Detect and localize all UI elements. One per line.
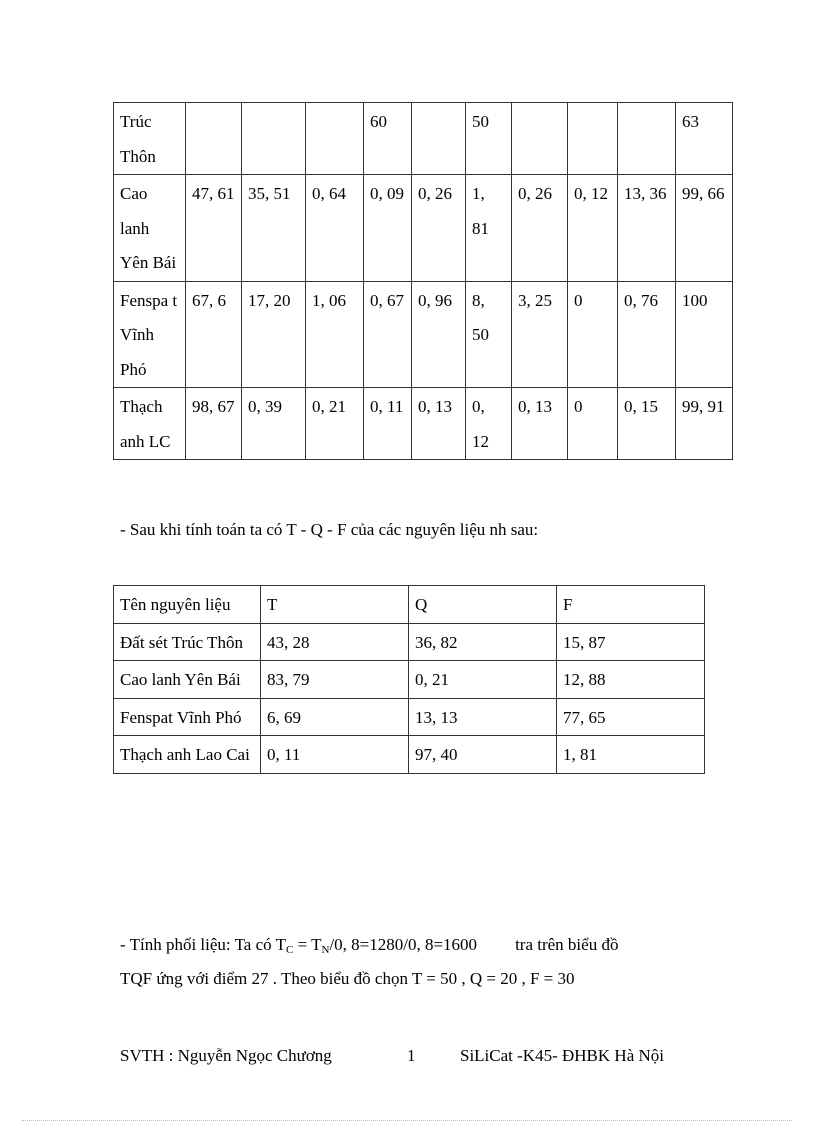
table-cell (618, 103, 676, 175)
material-name-cell: Fenspat Vĩnh Phó (114, 698, 261, 736)
table-row (114, 281, 733, 388)
table-cell: 0, 21 (409, 661, 557, 699)
column-header: Q (409, 586, 557, 624)
table-cell: 0, 67 (364, 281, 412, 388)
calc-rest: /0, 8=1280/0, 8=1600 (329, 935, 478, 954)
table-cell: 77, 65 (557, 698, 705, 736)
table-cell: 0, 26 (512, 175, 568, 282)
calc-line-2: TQF ứng với điểm 27 . Theo biểu đồ chọn T = 50 , Q = 20 , F = 30 (120, 969, 575, 988)
table-cell: 13, 36 (618, 175, 676, 282)
table-row (114, 103, 733, 175)
table-cell: 99, 66 (676, 175, 733, 282)
table-cell: 0, 96 (412, 281, 466, 388)
table-cell: 0, 09 (364, 175, 412, 282)
material-name-cell: Trúc Thôn (114, 103, 186, 175)
calc-sub-n: N (321, 944, 330, 956)
table-cell: 35, 51 (242, 175, 306, 282)
tqf-table (113, 585, 705, 774)
table-cell: 43, 28 (261, 623, 409, 661)
table-cell: 60 (364, 103, 412, 175)
table-cell: 0, 13 (412, 388, 466, 460)
table-cell: 13, 13 (409, 698, 557, 736)
calc-eq: = T (293, 935, 322, 954)
table-cell: 36, 82 (409, 623, 557, 661)
table-cell: 1, 06 (306, 281, 364, 388)
table-cell: 99, 91 (676, 388, 733, 460)
table-cell: 98, 67 (186, 388, 242, 460)
calc-sub-c: C (285, 944, 294, 956)
table-row (114, 736, 705, 774)
composition-table (113, 102, 733, 460)
table-cell (412, 103, 466, 175)
table-cell (186, 103, 242, 175)
table-cell: 0, 64 (306, 175, 364, 282)
table-cell: 63 (676, 103, 733, 175)
table-cell: 0 (568, 281, 618, 388)
table-cell: 0, 76 (618, 281, 676, 388)
column-header: F (557, 586, 705, 624)
table-cell: 0, 39 (242, 388, 306, 460)
table-cell: 0, 26 (412, 175, 466, 282)
footer-page-number: 1 (407, 1046, 416, 1065)
table-cell (512, 103, 568, 175)
table-cell (242, 103, 306, 175)
table-cell: 12, 88 (557, 661, 705, 699)
page-footer (120, 1046, 720, 1076)
calc-prefix: - Tính phối liệu: Ta có T (120, 935, 286, 954)
table-cell: 0, 11 (261, 736, 409, 774)
material-name-cell: Thạch anh Lao Cai (114, 736, 261, 774)
column-header: T (261, 586, 409, 624)
table-cell: 3, 25 (512, 281, 568, 388)
calc-line-1 (120, 928, 618, 962)
table-cell (306, 103, 364, 175)
table-cell: 50 (466, 103, 512, 175)
table-cell: 0, 21 (306, 388, 364, 460)
table-header-row (114, 586, 705, 624)
table-cell: 83, 79 (261, 661, 409, 699)
material-name-cell: Đất sét Trúc Thôn (114, 623, 261, 661)
table-cell: 67, 6 (186, 281, 242, 388)
table-cell: 0 (568, 388, 618, 460)
footer-org: SiLiCat -K45- ĐHBK Hà Nội (460, 1046, 664, 1065)
footer-author: SVTH : Nguyễn Ngọc Chương (120, 1046, 332, 1065)
material-name-cell: Cao lanh Yên Bái (114, 175, 186, 282)
table-row (114, 175, 733, 282)
table-cell: 6, 69 (261, 698, 409, 736)
table-cell: 47, 61 (186, 175, 242, 282)
table-cell: 15, 87 (557, 623, 705, 661)
column-header: Tên nguyên liệu (114, 586, 261, 624)
table-cell: 0, 11 (364, 388, 412, 460)
page-bottom-divider (22, 1120, 792, 1121)
table-row (114, 661, 705, 699)
calc-tail: tra trên biểu đồ (515, 935, 619, 954)
table-cell: 8, 50 (466, 281, 512, 388)
table-cell: 97, 40 (409, 736, 557, 774)
table-cell: 0, 12 (568, 175, 618, 282)
material-name-cell: Fenspa t Vĩnh Phó (114, 281, 186, 388)
table-cell: 0, 15 (618, 388, 676, 460)
material-name-cell: Cao lanh Yên Bái (114, 661, 261, 699)
material-name-cell: Thạch anh LC (114, 388, 186, 460)
intro-paragraph: - Sau khi tính toán ta có T - Q - F của các nguyên liệu nh sau: (120, 520, 539, 539)
table-cell: 0, 13 (512, 388, 568, 460)
table-row (114, 388, 733, 460)
table-cell: 100 (676, 281, 733, 388)
table-cell: 0, 12 (466, 388, 512, 460)
table-cell: 17, 20 (242, 281, 306, 388)
table-cell (568, 103, 618, 175)
table-cell: 1, 81 (557, 736, 705, 774)
table-row (114, 698, 705, 736)
table-row (114, 623, 705, 661)
table-cell: 1, 81 (466, 175, 512, 282)
